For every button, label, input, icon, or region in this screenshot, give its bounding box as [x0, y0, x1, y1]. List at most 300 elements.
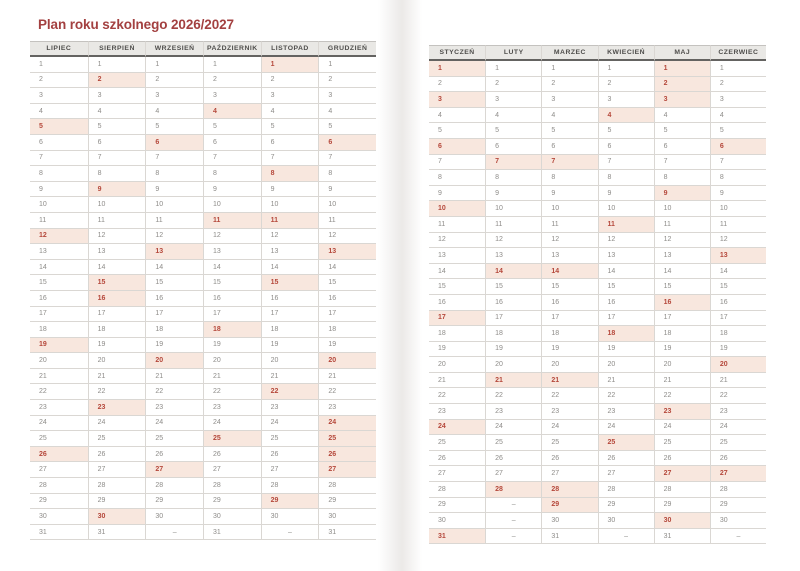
day-cell: 25 — [710, 435, 766, 451]
highlighted-day-cell: 13 — [318, 244, 376, 260]
day-cell: 6 — [654, 139, 710, 155]
day-cell: 13 — [203, 244, 261, 260]
day-cell: 8 — [318, 166, 376, 182]
day-cell: 21 — [429, 373, 485, 389]
highlighted-day-cell: 21 — [541, 373, 597, 389]
day-cell: 5 — [318, 119, 376, 135]
day-cell: 26 — [710, 451, 766, 467]
highlighted-day-cell: 3 — [654, 92, 710, 108]
highlighted-day-cell: 1 — [429, 61, 485, 77]
day-cell: 26 — [88, 447, 146, 463]
day-cell: 24 — [261, 416, 319, 432]
day-cell: 2 — [429, 77, 485, 93]
day-cell: 2 — [541, 77, 597, 93]
day-cell: 10 — [145, 197, 203, 213]
day-cell: 19 — [541, 342, 597, 358]
highlighted-day-cell: 25 — [598, 435, 654, 451]
day-cell: 3 — [541, 92, 597, 108]
day-cell: 30 — [598, 513, 654, 529]
day-cell: 25 — [429, 435, 485, 451]
day-cell: 11 — [541, 217, 597, 233]
day-cell: 2 — [710, 77, 766, 93]
day-cell: 20 — [485, 357, 541, 373]
day-cell: 30 — [318, 509, 376, 525]
day-cell: 6 — [203, 135, 261, 151]
day-cell: 26 — [203, 447, 261, 463]
day-cell: 2 — [485, 77, 541, 93]
month-header: STYCZEŃ — [429, 45, 485, 61]
day-cell: 7 — [710, 155, 766, 171]
day-cell: 6 — [598, 139, 654, 155]
day-cell: 7 — [203, 151, 261, 167]
highlighted-day-cell: 18 — [203, 322, 261, 338]
day-cell: 17 — [318, 307, 376, 323]
month-header: SIERPIEŃ — [88, 41, 146, 57]
day-cell: 1 — [598, 61, 654, 77]
day-cell: 23 — [318, 400, 376, 416]
highlighted-day-cell: 29 — [541, 498, 597, 514]
highlighted-day-cell: 30 — [88, 509, 146, 525]
empty-day-cell: – — [598, 529, 654, 545]
day-cell: 4 — [318, 104, 376, 120]
day-cell: 8 — [30, 166, 88, 182]
day-cell: 18 — [318, 322, 376, 338]
day-cell: 13 — [654, 248, 710, 264]
day-cell: 12 — [598, 233, 654, 249]
day-cell: 2 — [318, 73, 376, 89]
day-cell: 27 — [261, 462, 319, 478]
day-cell: 28 — [30, 478, 88, 494]
day-cell: 8 — [485, 170, 541, 186]
day-cell: 12 — [261, 229, 319, 245]
day-cell: 1 — [710, 61, 766, 77]
day-cell: 15 — [485, 279, 541, 295]
day-cell: 9 — [145, 182, 203, 198]
day-cell: 4 — [654, 108, 710, 124]
month-header: PAŹDZIERNIK — [203, 41, 261, 57]
day-cell: 9 — [485, 186, 541, 202]
page-title: Plan roku szkolnego 2026/2027 — [38, 17, 234, 32]
day-cell: 1 — [145, 57, 203, 73]
day-cell: 13 — [30, 244, 88, 260]
day-cell: 5 — [429, 123, 485, 139]
day-cell: 27 — [30, 462, 88, 478]
day-cell: 16 — [318, 291, 376, 307]
day-cell: 25 — [485, 435, 541, 451]
highlighted-day-cell: 27 — [710, 466, 766, 482]
day-cell: 28 — [654, 482, 710, 498]
day-cell: 5 — [710, 123, 766, 139]
day-cell: 11 — [429, 217, 485, 233]
day-cell: 8 — [145, 166, 203, 182]
day-cell: 2 — [203, 73, 261, 89]
day-cell: 10 — [710, 201, 766, 217]
day-cell: 31 — [88, 525, 146, 541]
day-cell: 18 — [261, 322, 319, 338]
day-cell: 17 — [30, 307, 88, 323]
empty-day-cell: – — [485, 498, 541, 514]
day-cell: 18 — [429, 326, 485, 342]
highlighted-day-cell: 6 — [429, 139, 485, 155]
day-cell: 8 — [203, 166, 261, 182]
day-cell: 22 — [318, 384, 376, 400]
day-cell: 22 — [203, 384, 261, 400]
day-cell: 9 — [261, 182, 319, 198]
highlighted-day-cell: 14 — [485, 264, 541, 280]
day-cell: 19 — [710, 342, 766, 358]
day-cell: 4 — [261, 104, 319, 120]
day-cell: 26 — [261, 447, 319, 463]
highlighted-day-cell: 23 — [88, 400, 146, 416]
month-grid-right — [429, 45, 766, 544]
day-cell: 15 — [429, 279, 485, 295]
day-cell: 10 — [541, 201, 597, 217]
day-cell: 10 — [598, 201, 654, 217]
day-cell: 11 — [654, 217, 710, 233]
highlighted-day-cell: 28 — [541, 482, 597, 498]
day-cell: 19 — [429, 342, 485, 358]
day-cell: 16 — [203, 291, 261, 307]
highlighted-day-cell: 21 — [485, 373, 541, 389]
day-cell: 22 — [485, 388, 541, 404]
day-cell: 5 — [654, 123, 710, 139]
day-cell: 2 — [261, 73, 319, 89]
day-cell: 26 — [145, 447, 203, 463]
day-cell: 12 — [203, 229, 261, 245]
day-cell: 26 — [485, 451, 541, 467]
day-cell: 15 — [145, 275, 203, 291]
day-cell: 5 — [485, 123, 541, 139]
day-cell: 22 — [88, 384, 146, 400]
day-cell: 29 — [88, 494, 146, 510]
day-cell: 1 — [318, 57, 376, 73]
day-cell: 4 — [710, 108, 766, 124]
day-cell: 12 — [541, 233, 597, 249]
month-grid-left — [30, 41, 376, 540]
day-cell: 3 — [261, 88, 319, 104]
highlighted-day-cell: 6 — [145, 135, 203, 151]
day-cell: 23 — [541, 404, 597, 420]
day-cell: 2 — [145, 73, 203, 89]
day-cell: 28 — [710, 482, 766, 498]
day-cell: 29 — [318, 494, 376, 510]
day-cell: 27 — [598, 466, 654, 482]
highlighted-day-cell: 27 — [654, 466, 710, 482]
day-cell: 6 — [261, 135, 319, 151]
day-cell: 14 — [598, 264, 654, 280]
day-cell: 20 — [88, 353, 146, 369]
day-cell: 4 — [30, 104, 88, 120]
day-cell: 19 — [485, 342, 541, 358]
empty-day-cell: – — [710, 529, 766, 545]
day-cell: 3 — [318, 88, 376, 104]
highlighted-day-cell: 5 — [30, 119, 88, 135]
day-cell: 7 — [261, 151, 319, 167]
day-cell: 29 — [429, 498, 485, 514]
day-cell: 29 — [203, 494, 261, 510]
day-cell: 15 — [654, 279, 710, 295]
day-cell: 26 — [654, 451, 710, 467]
day-cell: 6 — [485, 139, 541, 155]
day-cell: 4 — [429, 108, 485, 124]
day-cell: 20 — [654, 357, 710, 373]
day-cell: 14 — [429, 264, 485, 280]
day-cell: 20 — [598, 357, 654, 373]
highlighted-day-cell: 20 — [710, 357, 766, 373]
highlighted-day-cell: 18 — [598, 326, 654, 342]
day-cell: 4 — [541, 108, 597, 124]
day-cell: 11 — [318, 213, 376, 229]
day-cell: 13 — [541, 248, 597, 264]
day-cell: 29 — [598, 498, 654, 514]
day-cell: 12 — [145, 229, 203, 245]
day-cell: 23 — [710, 404, 766, 420]
day-cell: 28 — [145, 478, 203, 494]
day-cell: 23 — [203, 400, 261, 416]
day-cell: 16 — [261, 291, 319, 307]
day-cell: 16 — [145, 291, 203, 307]
day-cell: 6 — [88, 135, 146, 151]
day-cell: 13 — [485, 248, 541, 264]
day-cell: 7 — [30, 151, 88, 167]
day-cell: 7 — [88, 151, 146, 167]
day-cell: 24 — [203, 416, 261, 432]
highlighted-day-cell: 1 — [261, 57, 319, 73]
day-cell: 14 — [318, 260, 376, 276]
day-cell: 19 — [261, 338, 319, 354]
day-cell: 14 — [654, 264, 710, 280]
day-cell: 12 — [485, 233, 541, 249]
highlighted-day-cell: 14 — [541, 264, 597, 280]
day-cell: 23 — [485, 404, 541, 420]
day-cell: 12 — [710, 233, 766, 249]
day-cell: 15 — [710, 279, 766, 295]
day-cell: 31 — [318, 525, 376, 541]
day-cell: 10 — [203, 197, 261, 213]
day-cell: 18 — [710, 326, 766, 342]
day-cell: 5 — [598, 123, 654, 139]
day-cell: 25 — [145, 431, 203, 447]
day-cell: 23 — [598, 404, 654, 420]
empty-day-cell: – — [261, 525, 319, 541]
day-cell: 11 — [710, 217, 766, 233]
day-cell: 24 — [145, 416, 203, 432]
day-cell: 24 — [710, 420, 766, 436]
day-cell: 14 — [88, 260, 146, 276]
day-cell: 9 — [429, 186, 485, 202]
day-cell: 30 — [710, 513, 766, 529]
day-cell: 8 — [541, 170, 597, 186]
highlighted-day-cell: 31 — [429, 529, 485, 545]
day-cell: 5 — [203, 119, 261, 135]
day-cell: 9 — [203, 182, 261, 198]
highlighted-day-cell: 11 — [261, 213, 319, 229]
day-cell: 12 — [318, 229, 376, 245]
day-cell: 11 — [145, 213, 203, 229]
day-cell: 17 — [203, 307, 261, 323]
day-cell: 19 — [88, 338, 146, 354]
day-cell: 14 — [203, 260, 261, 276]
highlighted-day-cell: 24 — [318, 416, 376, 432]
day-cell: 22 — [429, 388, 485, 404]
highlighted-day-cell: 11 — [203, 213, 261, 229]
day-cell: 23 — [261, 400, 319, 416]
day-cell: 30 — [30, 509, 88, 525]
day-cell: 18 — [30, 322, 88, 338]
day-cell: 14 — [261, 260, 319, 276]
day-cell: 21 — [598, 373, 654, 389]
empty-day-cell: – — [485, 513, 541, 529]
day-cell: 8 — [654, 170, 710, 186]
highlighted-day-cell: 15 — [261, 275, 319, 291]
highlighted-day-cell: 6 — [318, 135, 376, 151]
day-cell: 21 — [145, 369, 203, 385]
day-cell: 15 — [203, 275, 261, 291]
day-cell: 25 — [261, 431, 319, 447]
day-cell: 9 — [541, 186, 597, 202]
day-cell: 8 — [598, 170, 654, 186]
day-cell: 13 — [598, 248, 654, 264]
day-cell: 1 — [203, 57, 261, 73]
highlighted-day-cell: 27 — [145, 462, 203, 478]
day-cell: 30 — [261, 509, 319, 525]
day-cell: 7 — [654, 155, 710, 171]
day-cell: 9 — [318, 182, 376, 198]
day-cell: 27 — [88, 462, 146, 478]
day-cell: 13 — [429, 248, 485, 264]
day-cell: 22 — [654, 388, 710, 404]
highlighted-day-cell: 10 — [429, 201, 485, 217]
day-cell: 19 — [318, 338, 376, 354]
day-cell: 16 — [30, 291, 88, 307]
day-cell: 1 — [541, 61, 597, 77]
day-cell: 17 — [261, 307, 319, 323]
highlighted-day-cell: 29 — [261, 494, 319, 510]
highlighted-day-cell: 22 — [261, 384, 319, 400]
empty-day-cell: – — [145, 525, 203, 541]
day-cell: 21 — [654, 373, 710, 389]
day-cell: 15 — [318, 275, 376, 291]
highlighted-day-cell: 13 — [710, 248, 766, 264]
month-header: LIPIEC — [30, 41, 88, 57]
highlighted-day-cell: 3 — [429, 92, 485, 108]
day-cell: 10 — [88, 197, 146, 213]
day-cell: 29 — [710, 498, 766, 514]
day-cell: 11 — [485, 217, 541, 233]
highlighted-day-cell: 25 — [318, 431, 376, 447]
day-cell: 20 — [30, 353, 88, 369]
day-cell: 3 — [485, 92, 541, 108]
empty-day-cell: – — [485, 529, 541, 545]
day-cell: 9 — [710, 186, 766, 202]
day-cell: 18 — [485, 326, 541, 342]
day-cell: 31 — [30, 525, 88, 541]
highlighted-day-cell: 20 — [145, 353, 203, 369]
month-header: MARZEC — [541, 45, 597, 61]
day-cell: 1 — [30, 57, 88, 73]
day-cell: 22 — [145, 384, 203, 400]
day-cell: 14 — [30, 260, 88, 276]
day-cell: 16 — [485, 295, 541, 311]
day-cell: 16 — [541, 295, 597, 311]
day-cell: 21 — [261, 369, 319, 385]
highlighted-day-cell: 23 — [654, 404, 710, 420]
day-cell: 18 — [145, 322, 203, 338]
highlighted-day-cell: 11 — [598, 217, 654, 233]
day-cell: 7 — [598, 155, 654, 171]
day-cell: 28 — [261, 478, 319, 494]
day-cell: 29 — [30, 494, 88, 510]
highlighted-day-cell: 16 — [88, 291, 146, 307]
day-cell: 16 — [429, 295, 485, 311]
day-cell: 31 — [654, 529, 710, 545]
day-cell: 20 — [203, 353, 261, 369]
day-cell: 27 — [203, 462, 261, 478]
highlighted-day-cell: 7 — [485, 155, 541, 171]
day-cell: 27 — [541, 466, 597, 482]
highlighted-day-cell: 13 — [145, 244, 203, 260]
right-page — [429, 45, 766, 544]
day-cell: 10 — [654, 201, 710, 217]
left-page — [30, 17, 376, 540]
day-cell: 23 — [30, 400, 88, 416]
day-cell: 5 — [261, 119, 319, 135]
day-cell: 21 — [30, 369, 88, 385]
day-cell: 8 — [429, 170, 485, 186]
day-cell: 26 — [598, 451, 654, 467]
day-cell: 19 — [145, 338, 203, 354]
day-cell: 21 — [203, 369, 261, 385]
day-cell: 13 — [88, 244, 146, 260]
month-header: CZERWIEC — [710, 45, 766, 61]
day-cell: 8 — [88, 166, 146, 182]
day-cell: 17 — [88, 307, 146, 323]
day-cell: 10 — [318, 197, 376, 213]
day-cell: 30 — [429, 513, 485, 529]
day-cell: 18 — [88, 322, 146, 338]
highlighted-day-cell: 12 — [30, 229, 88, 245]
day-cell: 30 — [541, 513, 597, 529]
highlighted-day-cell: 26 — [30, 447, 88, 463]
day-cell: 25 — [88, 431, 146, 447]
day-cell: 4 — [88, 104, 146, 120]
day-cell: 17 — [654, 311, 710, 327]
month-header: KWIECIEŃ — [598, 45, 654, 61]
day-cell: 24 — [88, 416, 146, 432]
day-cell: 30 — [145, 509, 203, 525]
day-cell: 2 — [598, 77, 654, 93]
month-header: GRUDZIEŃ — [318, 41, 376, 57]
day-cell: 28 — [429, 482, 485, 498]
day-cell: 8 — [710, 170, 766, 186]
day-cell: 17 — [541, 311, 597, 327]
day-cell: 23 — [429, 404, 485, 420]
month-header: LISTOPAD — [261, 41, 319, 57]
day-cell: 11 — [30, 213, 88, 229]
highlighted-day-cell: 16 — [654, 295, 710, 311]
day-cell: 20 — [429, 357, 485, 373]
day-cell: 25 — [654, 435, 710, 451]
day-cell: 15 — [30, 275, 88, 291]
day-cell: 5 — [541, 123, 597, 139]
day-cell: 14 — [710, 264, 766, 280]
day-cell: 22 — [598, 388, 654, 404]
day-cell: 10 — [30, 197, 88, 213]
day-cell: 24 — [541, 420, 597, 436]
highlighted-day-cell: 9 — [654, 186, 710, 202]
day-cell: 22 — [541, 388, 597, 404]
day-cell: 24 — [30, 416, 88, 432]
